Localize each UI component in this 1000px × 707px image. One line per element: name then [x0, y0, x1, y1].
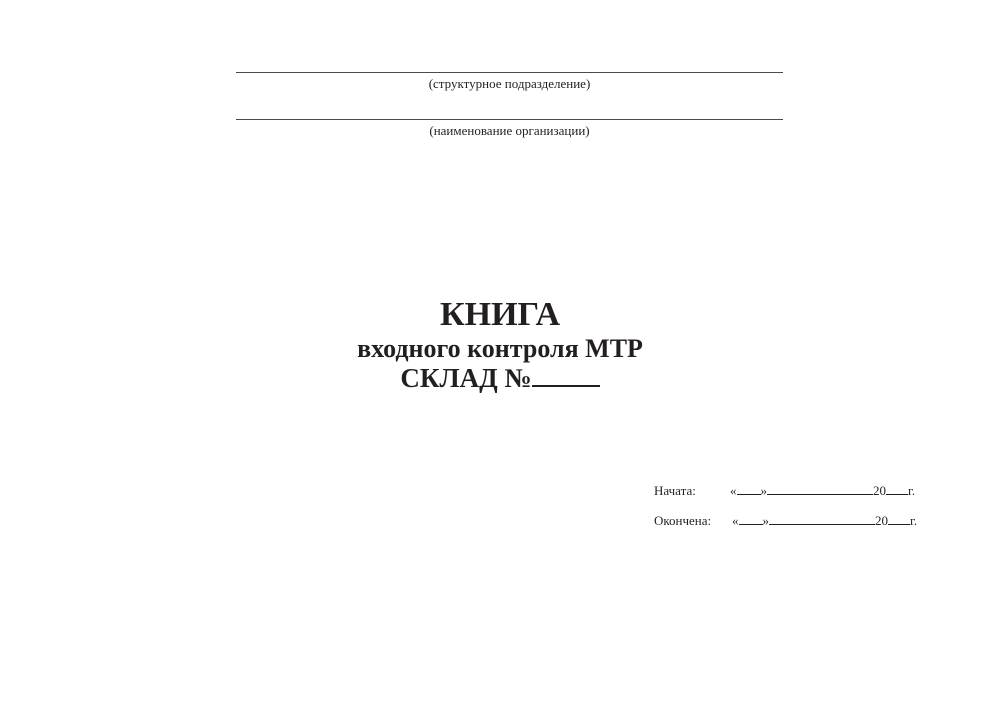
page-subtitle: входного контроля МТР: [357, 334, 643, 363]
warehouse-number-blank: [532, 363, 600, 387]
year-suffix: г.: [910, 513, 918, 528]
organization-caption: (наименование организации): [429, 123, 590, 138]
finished-day-blank: [739, 512, 763, 525]
quote-open: «: [732, 513, 739, 528]
page-title: КНИГА: [439, 296, 561, 333]
started-year-blank: [886, 482, 908, 495]
started-label: Начата:: [654, 483, 696, 498]
title-block: [200, 296, 800, 393]
quote-close: »: [760, 483, 767, 498]
quote-close: »: [762, 513, 769, 528]
finished-year-blank: [888, 512, 910, 525]
warehouse-line: [200, 363, 800, 393]
department-line: [236, 72, 783, 73]
started-date-row: [654, 482, 915, 499]
organization-line: [236, 119, 783, 120]
quote-open: «: [730, 483, 737, 498]
finished-date-row: [654, 512, 917, 529]
year-suffix: г.: [908, 483, 916, 498]
year-prefix: 20: [875, 513, 888, 528]
started-day-blank: [737, 482, 761, 495]
finished-label: Окончена:: [654, 513, 712, 528]
finished-month-blank: [769, 512, 875, 525]
started-month-blank: [767, 482, 873, 495]
warehouse-label: СКЛАД №: [400, 363, 532, 393]
year-prefix: 20: [873, 483, 886, 498]
department-caption: (структурное подразделение): [428, 76, 591, 91]
